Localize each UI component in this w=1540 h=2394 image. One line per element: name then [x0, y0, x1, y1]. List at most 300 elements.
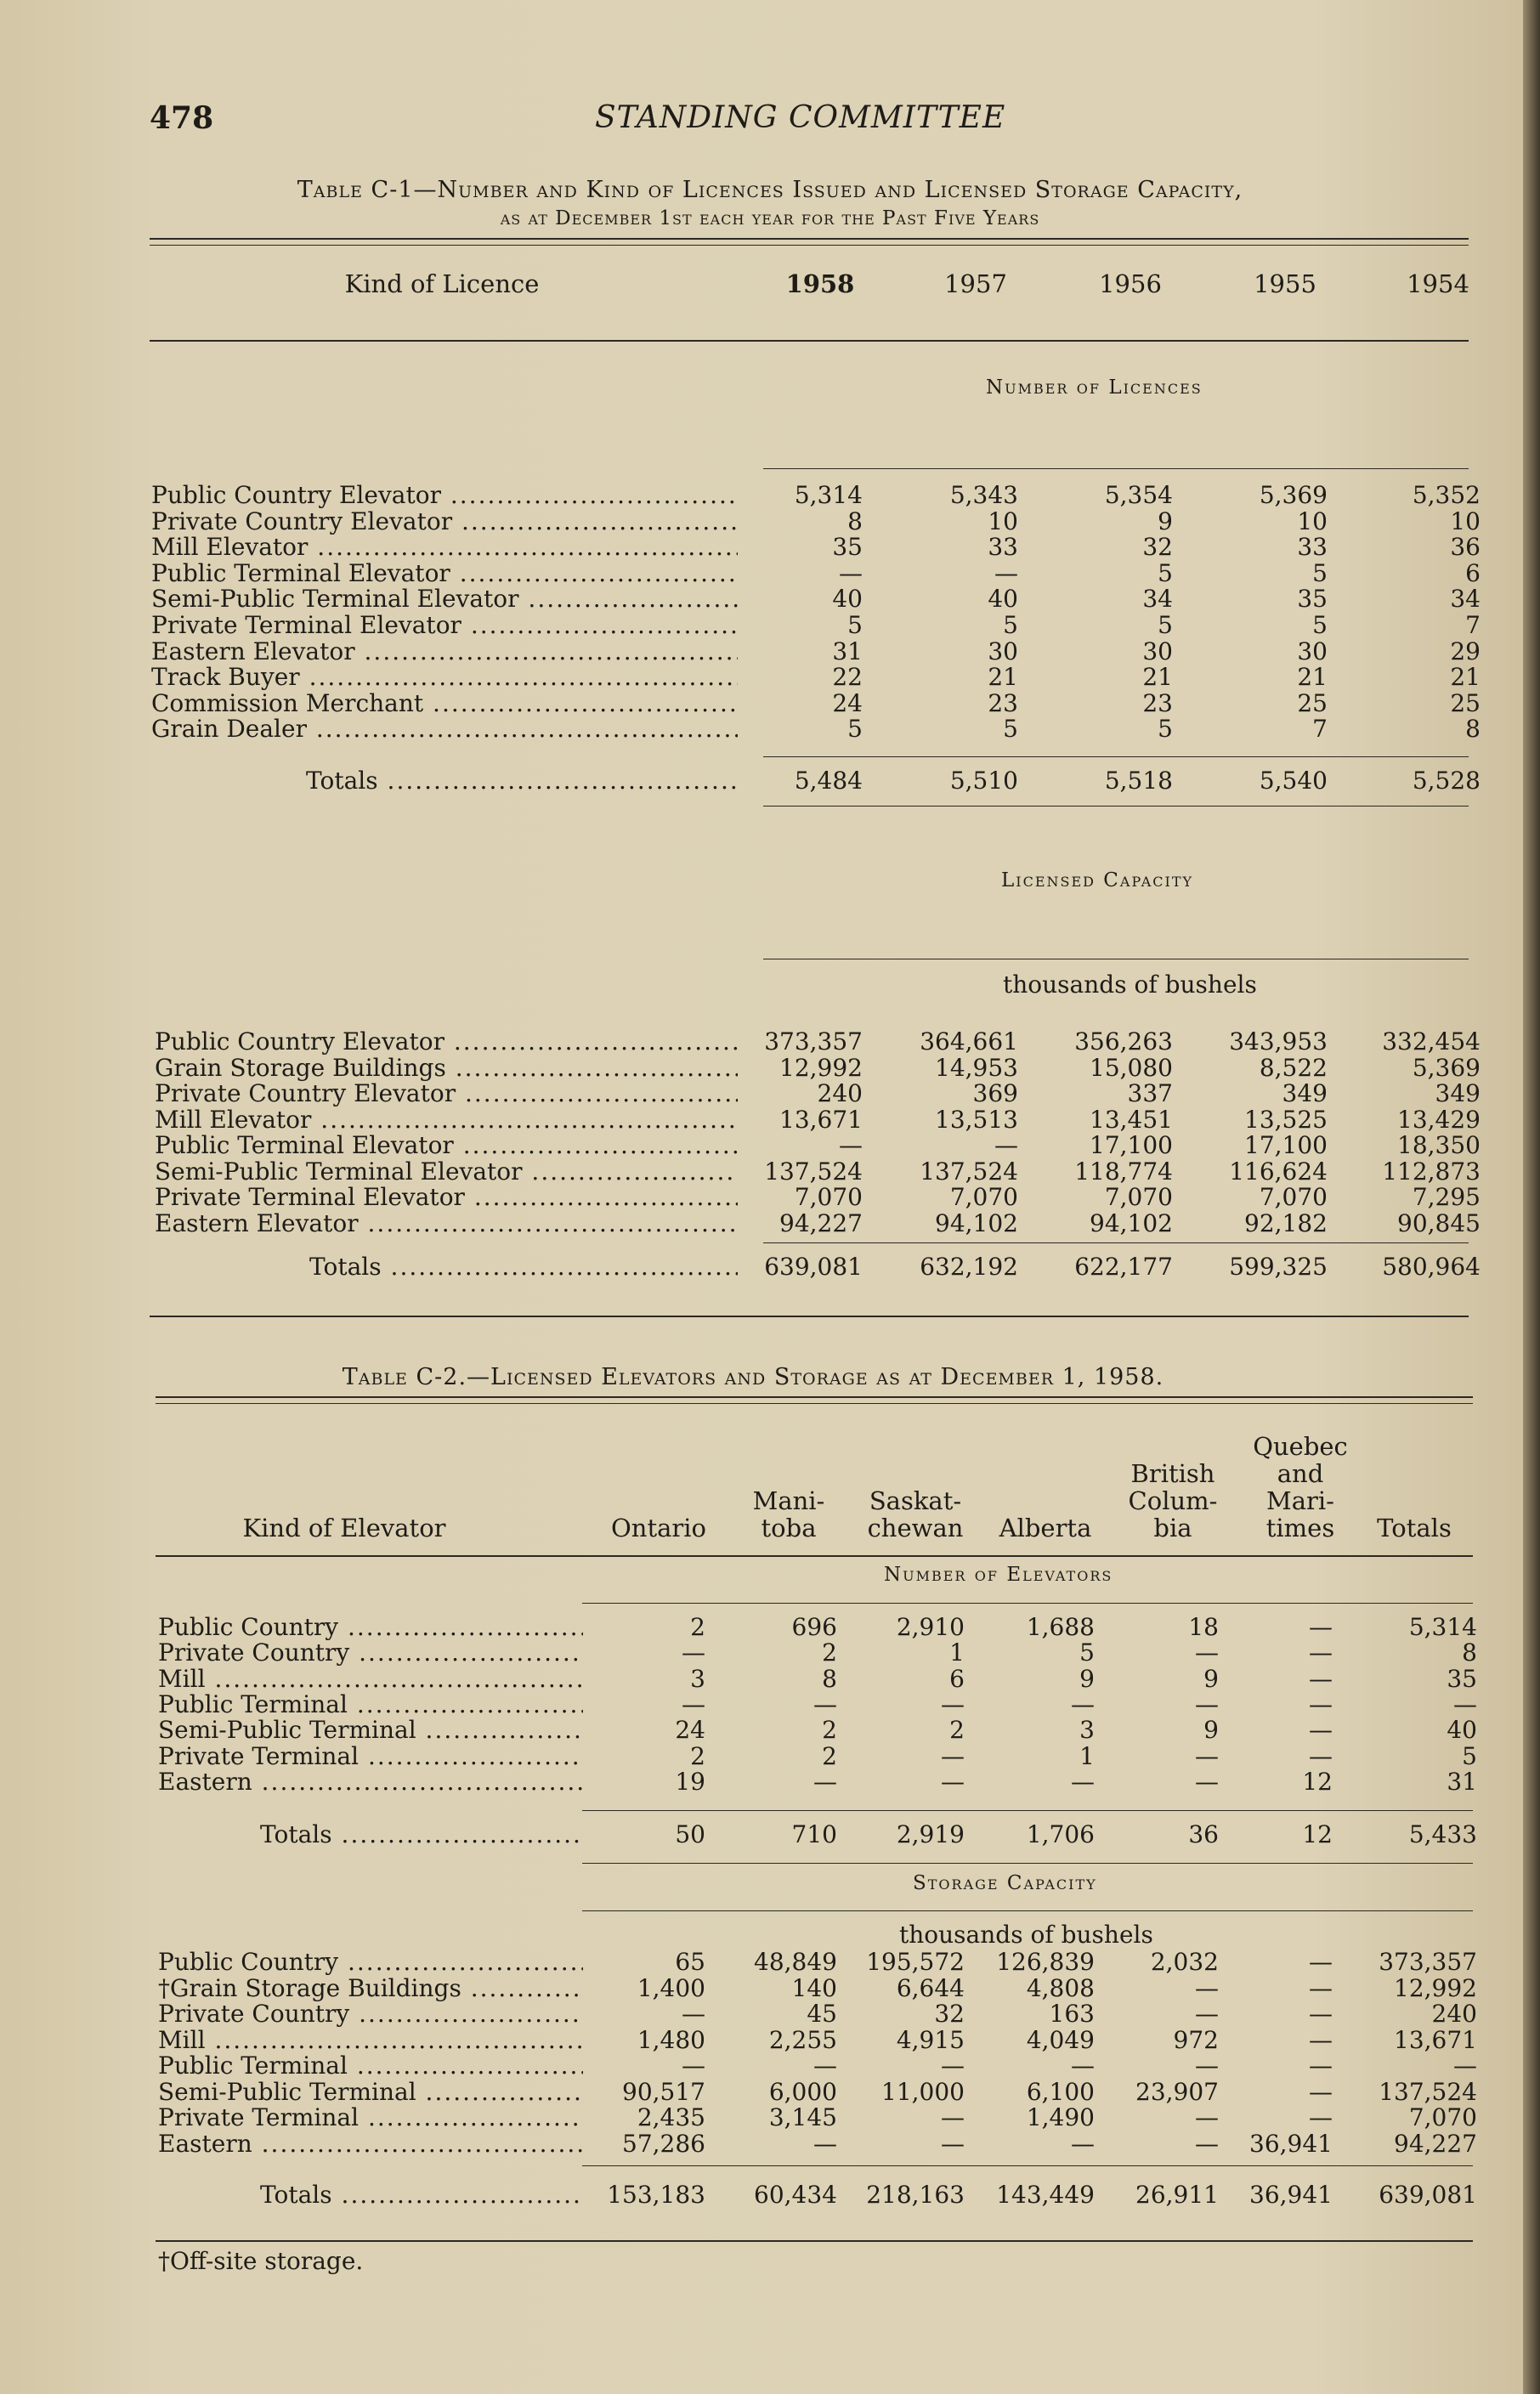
- table1-section-capacity: Licensed Capacity: [1001, 869, 1194, 891]
- cell-value: 23: [988, 689, 1018, 717]
- cell-value: 5,314: [1408, 1613, 1477, 1641]
- row-label: Public Country .....: [158, 1615, 583, 1640]
- cell-value: 9: [1203, 1665, 1219, 1693]
- cell-value: 94,102: [935, 1209, 1018, 1237]
- table1-licences-totals-rule: [763, 756, 1469, 757]
- table-row: [0, 716, 1540, 742]
- cell-value: —: [1309, 2078, 1333, 2106]
- cell-value: 8,522: [1259, 1054, 1328, 1082]
- cell-value: —: [1071, 1768, 1095, 1796]
- column-header-year: 1954: [1407, 269, 1469, 298]
- totals-row: [0, 2182, 1540, 2208]
- cell-value: 349: [1282, 1079, 1328, 1107]
- cell-value: 140: [791, 1974, 837, 2002]
- cell-value: —: [1195, 2103, 1219, 2131]
- cell-value: —: [813, 1690, 837, 1718]
- cell-value: 696: [791, 1613, 837, 1641]
- cell-value: 10: [1297, 507, 1328, 535]
- table2-header-rule: [156, 1555, 1473, 1557]
- cell-value: 5,369: [1412, 1054, 1481, 1082]
- table-row: [0, 1950, 1540, 1975]
- table1-licences-rule: [763, 468, 1469, 469]
- table1-top-rule: [150, 238, 1469, 240]
- row-label: Private Country .....: [158, 2001, 583, 2027]
- column-header-province: British Colum- bia: [1128, 1459, 1218, 1542]
- table-row: [0, 1056, 1540, 1081]
- cell-value: 5: [1158, 611, 1173, 639]
- cell-value: —: [1195, 1638, 1219, 1667]
- column-header-kind-of-elevator: Kind of Elevator: [242, 1514, 446, 1542]
- cell-value: 18: [1188, 1613, 1219, 1641]
- cell-value: 22: [832, 663, 863, 691]
- cell-value: 1,480: [637, 2026, 705, 2054]
- cell-value: 35: [1447, 1665, 1477, 1693]
- row-label: Semi-Public Terminal .....: [158, 2080, 583, 2105]
- cell-value: 2: [822, 1716, 837, 1744]
- cell-value: —: [1453, 2052, 1477, 2080]
- cell-value: —: [682, 1690, 705, 1718]
- cell-value: 90,845: [1397, 1209, 1481, 1237]
- table-row: [0, 1640, 1540, 1666]
- cell-value: 5,369: [1259, 481, 1328, 509]
- cell-value: 1,400: [637, 1974, 705, 2002]
- cell-value: 45: [807, 2000, 837, 2028]
- table-row: [0, 1769, 1540, 1795]
- cell-value: 6: [1465, 559, 1481, 587]
- cell-value: 11,000: [881, 2078, 965, 2106]
- cell-value: 90,517: [622, 2078, 705, 2106]
- row-label: Eastern .....: [158, 2131, 583, 2157]
- cell-value: 34: [1142, 585, 1173, 613]
- cell-value: 9: [1158, 507, 1173, 535]
- cell-value: 639,081: [764, 1253, 863, 1281]
- cell-value: 50: [675, 1820, 705, 1848]
- cell-value: —: [1195, 2052, 1219, 2080]
- cell-value: 17,100: [1090, 1131, 1173, 1159]
- cell-value: 153,183: [607, 2181, 705, 2209]
- cell-value: —: [682, 1638, 705, 1667]
- cell-value: 6,644: [896, 1974, 965, 2002]
- cell-value: 622,177: [1074, 1253, 1173, 1281]
- row-label: Public Terminal Elevator .....: [155, 1133, 738, 1158]
- cell-value: 5,314: [794, 481, 863, 509]
- cell-value: 137,524: [920, 1157, 1018, 1186]
- cell-value: —: [941, 2130, 965, 2158]
- cell-value: 5: [1079, 1638, 1095, 1667]
- cell-value: 8: [822, 1665, 837, 1693]
- table-row: [0, 2053, 1540, 2079]
- cell-value: 373,357: [764, 1027, 863, 1056]
- cell-value: 7: [1465, 611, 1481, 639]
- table2-section-storage: Storage Capacity: [913, 1872, 1097, 1894]
- footnote: †Off-site storage.: [158, 2247, 364, 2275]
- row-label: Private Terminal Elevator .....: [155, 1185, 738, 1210]
- row-label: Grain Dealer .....: [151, 716, 738, 742]
- cell-value: 137,524: [1379, 2078, 1477, 2106]
- cell-value: 94,102: [1090, 1209, 1173, 1237]
- cell-value: —: [1309, 1690, 1333, 1718]
- cell-value: 4,049: [1026, 2026, 1095, 2054]
- row-label: Public Country .....: [158, 1950, 583, 1975]
- row-label: Totals .....: [260, 2182, 583, 2208]
- table-row: [0, 1976, 1540, 2001]
- cell-value: —: [1309, 2026, 1333, 2054]
- row-label: Eastern .....: [158, 1769, 583, 1795]
- cell-value: 3: [690, 1665, 705, 1693]
- row-label: Eastern Elevator .....: [151, 639, 738, 665]
- cell-value: 13,429: [1397, 1106, 1481, 1134]
- cell-value: 1,706: [1026, 1820, 1095, 1848]
- cell-value: —: [813, 2130, 837, 2158]
- cell-value: 15,080: [1090, 1054, 1173, 1082]
- cell-value: 9: [1079, 1665, 1095, 1693]
- cell-value: 972: [1173, 2026, 1219, 2054]
- table-row: [0, 639, 1540, 665]
- cell-value: 60,434: [754, 2181, 837, 2209]
- cell-value: —: [682, 2000, 705, 2028]
- cell-value: —: [1453, 1690, 1477, 1718]
- table1-caption-line1: Table C-1—Number and Kind of Licences Issued and Licensed Storage Capacity,: [297, 177, 1243, 203]
- cell-value: 6,000: [768, 2078, 837, 2106]
- cell-value: —: [1195, 1768, 1219, 1796]
- cell-value: 7: [1312, 715, 1328, 743]
- cell-value: —: [941, 2052, 965, 2080]
- cell-value: 332,454: [1382, 1027, 1481, 1056]
- cell-value: 34: [1450, 585, 1481, 613]
- cell-value: 9: [1203, 1716, 1219, 1744]
- row-label: Private Terminal Elevator .....: [151, 613, 738, 638]
- table-row: [0, 691, 1540, 716]
- cell-value: 5: [1158, 715, 1173, 743]
- column-header-year: 1955: [1254, 269, 1316, 298]
- cell-value: 137,524: [764, 1157, 863, 1186]
- cell-value: 369: [972, 1079, 1018, 1107]
- column-header-kind-of-licence: Kind of Licence: [344, 269, 540, 298]
- cell-value: 12,992: [1394, 1974, 1477, 2002]
- table1-capacity-totals-rule: [763, 1242, 1469, 1243]
- table-row: [0, 613, 1540, 638]
- cell-value: 2: [690, 1613, 705, 1641]
- cell-value: 240: [817, 1079, 863, 1107]
- cell-value: 126,839: [996, 1948, 1095, 1976]
- cell-value: 57,286: [622, 2130, 705, 2158]
- column-header-year: 1957: [944, 269, 1007, 298]
- cell-value: 25: [1297, 689, 1328, 717]
- cell-value: 36: [1188, 1820, 1219, 1848]
- cell-value: —: [1309, 2052, 1333, 2080]
- table2-section-elevators: Number of Elevators: [884, 1564, 1113, 1586]
- table-row: [0, 2131, 1540, 2157]
- cell-value: 21: [1142, 663, 1173, 691]
- cell-value: 4,915: [896, 2026, 965, 2054]
- cell-value: 118,774: [1074, 1157, 1173, 1186]
- cell-value: 337: [1127, 1079, 1173, 1107]
- cell-value: 112,873: [1382, 1157, 1481, 1186]
- table1-header-rule: [150, 340, 1469, 342]
- table2-top-rule-2: [156, 1403, 1473, 1404]
- cell-value: 92,182: [1244, 1209, 1328, 1237]
- cell-value: 94,227: [1394, 2130, 1477, 2158]
- cell-value: 5,484: [794, 767, 863, 795]
- cell-value: 5: [847, 715, 863, 743]
- cell-value: 639,081: [1379, 2181, 1477, 2209]
- row-label: Public Country Elevator .....: [155, 1029, 738, 1055]
- table-row: [0, 535, 1540, 560]
- cell-value: 21: [1450, 663, 1481, 691]
- cell-value: 13,513: [935, 1106, 1018, 1134]
- cell-value: 2: [822, 1638, 837, 1667]
- cell-value: 3: [1079, 1716, 1095, 1744]
- table-row: [0, 2105, 1540, 2131]
- cell-value: 143,449: [996, 2181, 1095, 2209]
- cell-value: 2,910: [896, 1613, 965, 1641]
- cell-value: —: [682, 2052, 705, 2080]
- cell-value: —: [994, 1131, 1018, 1159]
- table2-bottom-rule: [156, 2240, 1473, 2242]
- column-header-year: 1956: [1099, 269, 1162, 298]
- cell-value: 36: [1450, 533, 1481, 561]
- table-row: [0, 1185, 1540, 1210]
- cell-value: 40: [832, 585, 863, 613]
- table2-top-rule: [156, 1396, 1473, 1398]
- row-label: Mill Elevator .....: [155, 1107, 738, 1133]
- cell-value: —: [1071, 1690, 1095, 1718]
- column-header-province: Ontario: [611, 1514, 706, 1542]
- table2-storage-rule: [582, 1910, 1473, 1911]
- cell-value: 5: [1003, 611, 1018, 639]
- cell-value: 36,941: [1249, 2181, 1333, 2209]
- cell-value: 94,227: [779, 1209, 863, 1237]
- cell-value: 5,528: [1412, 767, 1481, 795]
- cell-value: 364,661: [920, 1027, 1018, 1056]
- cell-value: 4,808: [1026, 1974, 1095, 2002]
- table-row: [0, 509, 1540, 535]
- cell-value: 5,343: [949, 481, 1018, 509]
- cell-value: —: [813, 2052, 837, 2080]
- cell-value: 5,510: [949, 767, 1018, 795]
- cell-value: 116,624: [1229, 1157, 1328, 1186]
- cell-value: 19: [675, 1768, 705, 1796]
- cell-value: 24: [832, 689, 863, 717]
- table2-elevators-end-rule: [582, 1863, 1473, 1864]
- row-label: †Grain Storage Buildings .....: [158, 1976, 583, 2001]
- cell-value: 12: [1302, 1820, 1333, 1848]
- cell-value: 5: [1003, 715, 1018, 743]
- cell-value: 1: [1079, 1742, 1095, 1770]
- column-header-province: Alberta: [999, 1514, 1092, 1542]
- cell-value: —: [813, 1768, 837, 1796]
- cell-value: 7,070: [1259, 1183, 1328, 1211]
- cell-value: —: [1309, 2000, 1333, 2028]
- table-row: [0, 1211, 1540, 1237]
- cell-value: 30: [988, 637, 1018, 665]
- cell-value: 5,433: [1408, 1820, 1477, 1848]
- cell-value: 2: [822, 1742, 837, 1770]
- cell-value: 8: [847, 507, 863, 535]
- cell-value: 356,263: [1074, 1027, 1173, 1056]
- cell-value: 5: [1158, 559, 1173, 587]
- cell-value: 5,518: [1104, 767, 1173, 795]
- cell-value: 13,671: [779, 1106, 863, 1134]
- cell-value: 1,688: [1026, 1613, 1095, 1641]
- table1-bottom-rule: [150, 1316, 1469, 1317]
- table-row: [0, 1615, 1540, 1640]
- cell-value: 12,992: [779, 1054, 863, 1082]
- column-header-year: 1958: [785, 269, 855, 298]
- cell-value: 36,941: [1249, 2130, 1333, 2158]
- row-label: Totals .....: [306, 768, 738, 794]
- table2-elevators-totals-rule: [582, 1810, 1473, 1811]
- cell-value: 163: [1049, 2000, 1095, 2028]
- cell-value: 40: [988, 585, 1018, 613]
- row-label: Private Country Elevator .....: [155, 1081, 738, 1106]
- page-header: [0, 100, 1540, 143]
- row-label: Public Terminal .....: [158, 1692, 583, 1718]
- cell-value: 35: [832, 533, 863, 561]
- cell-value: 2,435: [637, 2103, 705, 2131]
- column-header-province: Mani- toba: [752, 1486, 825, 1542]
- totals-row: [0, 1822, 1540, 1848]
- cell-value: 30: [1297, 637, 1328, 665]
- row-label: Private Terminal .....: [158, 2105, 583, 2131]
- column-header-province: Totals: [1377, 1514, 1452, 1542]
- cell-value: 32: [934, 2000, 965, 2028]
- cell-value: 240: [1431, 2000, 1477, 2028]
- table-row: [0, 1718, 1540, 1743]
- cell-value: —: [1309, 1613, 1333, 1641]
- row-label: Semi-Public Terminal Elevator .....: [155, 1159, 738, 1185]
- cell-value: 10: [988, 507, 1018, 535]
- table-row: [0, 1692, 1540, 1718]
- cell-value: 343,953: [1229, 1027, 1328, 1056]
- cell-value: 5: [1462, 1742, 1477, 1770]
- cell-value: —: [941, 2103, 965, 2131]
- cell-value: 7,070: [1104, 1183, 1173, 1211]
- cell-value: 1,490: [1026, 2103, 1095, 2131]
- cell-value: —: [1309, 1665, 1333, 1693]
- table-row: [0, 1029, 1540, 1055]
- cell-value: 2,032: [1150, 1948, 1219, 1976]
- cell-value: —: [994, 559, 1018, 587]
- cell-value: 218,163: [866, 2181, 965, 2209]
- table-row: [0, 1133, 1540, 1158]
- table2-storage-unit: thousands of bushels: [899, 1921, 1153, 1949]
- cell-value: 12: [1302, 1768, 1333, 1796]
- row-label: Commission Merchant .....: [151, 691, 738, 716]
- table-row: [0, 2028, 1540, 2053]
- cell-value: 6: [949, 1665, 965, 1693]
- cell-value: 2: [949, 1716, 965, 1744]
- table2-elevators-rule: [582, 1603, 1473, 1604]
- cell-value: 599,325: [1229, 1253, 1328, 1281]
- cell-value: —: [1195, 1690, 1219, 1718]
- cell-value: 5: [1312, 559, 1328, 587]
- cell-value: —: [941, 1742, 965, 1770]
- cell-value: 349: [1435, 1079, 1481, 1107]
- cell-value: 23: [1142, 689, 1173, 717]
- row-label: Public Terminal Elevator .....: [151, 561, 738, 586]
- cell-value: 23,907: [1135, 2078, 1219, 2106]
- cell-value: 35: [1297, 585, 1328, 613]
- table-row: [0, 483, 1540, 508]
- cell-value: 5: [847, 611, 863, 639]
- cell-value: —: [1309, 1974, 1333, 2002]
- cell-value: 7,070: [949, 1183, 1018, 1211]
- cell-value: 13,451: [1090, 1106, 1173, 1134]
- cell-value: 8: [1462, 1638, 1477, 1667]
- column-header-province: Quebec and Mari- times: [1253, 1432, 1348, 1542]
- cell-value: 26,911: [1135, 2181, 1219, 2209]
- cell-value: —: [1195, 1742, 1219, 1770]
- cell-value: —: [1071, 2130, 1095, 2158]
- table-row: [0, 561, 1540, 586]
- row-label: Eastern Elevator .....: [155, 1211, 738, 1237]
- totals-row: [0, 1254, 1540, 1280]
- cell-value: 48,849: [754, 1948, 837, 1976]
- cell-value: 7,070: [1408, 2103, 1477, 2131]
- running-title: STANDING COMMITTEE: [595, 100, 1006, 135]
- cell-value: —: [839, 1131, 863, 1159]
- cell-value: —: [1309, 1716, 1333, 1744]
- cell-value: —: [1309, 1948, 1333, 1976]
- cell-value: 195,572: [866, 1948, 965, 1976]
- table-row: [0, 1081, 1540, 1106]
- row-label: Mill .....: [158, 2028, 583, 2053]
- table1-capacity-unit: thousands of bushels: [1003, 971, 1257, 999]
- cell-value: 5,354: [1104, 481, 1173, 509]
- cell-value: 3,145: [768, 2103, 837, 2131]
- cell-value: —: [1309, 1638, 1333, 1667]
- row-label: Private Terminal .....: [158, 1744, 583, 1769]
- table-row: [0, 2001, 1540, 2027]
- cell-value: 33: [988, 533, 1018, 561]
- table-row: [0, 1667, 1540, 1692]
- cell-value: 710: [791, 1820, 837, 1848]
- table-row: [0, 586, 1540, 612]
- cell-value: —: [839, 559, 863, 587]
- cell-value: 30: [1142, 637, 1173, 665]
- row-label: Totals .....: [260, 1822, 583, 1848]
- cell-value: 7,295: [1412, 1183, 1481, 1211]
- table2-caption: Table C-2.—Licensed Elevators and Storage as at December 1, 1958.: [342, 1364, 1164, 1390]
- cell-value: 5: [1312, 611, 1328, 639]
- cell-value: 2: [690, 1742, 705, 1770]
- row-label: Semi-Public Terminal .....: [158, 1718, 583, 1743]
- cell-value: —: [1195, 2000, 1219, 2028]
- cell-value: 25: [1450, 689, 1481, 717]
- cell-value: 13,671: [1394, 2026, 1477, 2054]
- cell-value: 5,352: [1412, 481, 1481, 509]
- table1-section-licences: Number of Licences: [986, 376, 1203, 399]
- table-row: [0, 665, 1540, 690]
- cell-value: 632,192: [920, 1253, 1018, 1281]
- table2-storage-totals-rule: [582, 2165, 1473, 2166]
- page-number: 478: [150, 100, 214, 136]
- column-header-province: Saskat- chewan: [867, 1486, 964, 1542]
- cell-value: 6,100: [1026, 2078, 1095, 2106]
- row-label: Mill Elevator .....: [151, 535, 738, 560]
- cell-value: —: [1195, 2130, 1219, 2158]
- cell-value: 33: [1297, 533, 1328, 561]
- cell-value: 31: [832, 637, 863, 665]
- table-row: [0, 1159, 1540, 1185]
- totals-row: [0, 768, 1540, 794]
- cell-value: 24: [675, 1716, 705, 1744]
- cell-value: —: [1309, 2103, 1333, 2131]
- cell-value: 10: [1450, 507, 1481, 535]
- cell-value: 17,100: [1244, 1131, 1328, 1159]
- cell-value: 13,525: [1244, 1106, 1328, 1134]
